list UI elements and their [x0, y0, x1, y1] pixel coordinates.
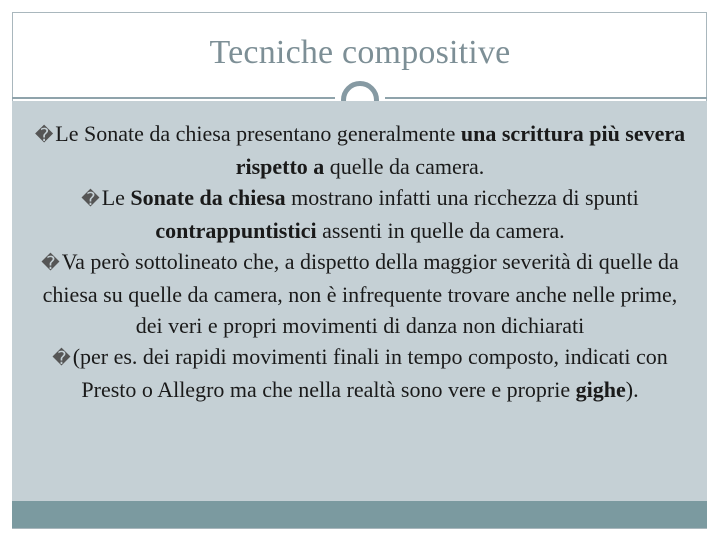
- bullet-icon: �: [81, 189, 100, 210]
- text-run: Le: [101, 185, 131, 210]
- slide-title: Tecniche compositive: [209, 34, 511, 71]
- bold-text: una scrittura più severa rispetto a: [235, 121, 686, 179]
- text-run: assenti in quelle da camera.: [316, 218, 565, 243]
- text-run: mostrano infatti una ricchezza di spunti: [285, 185, 639, 210]
- bold-text: Sonate da chiesa: [130, 185, 286, 210]
- footer-bar: [12, 501, 707, 528]
- text-run: quelle da camera.: [324, 154, 485, 179]
- bold-text: contrappuntistici: [155, 218, 317, 243]
- slide-body: [30, 118, 690, 405]
- text-run: Le Sonate da chiesa presentano generalmente: [55, 121, 461, 146]
- bullet-icon: �: [34, 125, 54, 146]
- text-run: Va però sottolineato che, a dispetto della maggior severità di quelle da chiesa su quelle da camera, non è infrequente trovare anche nelle prime, dei veri e propri movimenti di danza non dichiarati: [42, 249, 679, 338]
- paragraph: [30, 118, 690, 182]
- text-run: (per es. dei rapidi movimenti finali in tempo composto, indicati con Presto o Allegro ma che nella realtà sono vere e proprie: [72, 344, 668, 402]
- bullet-icon: �: [41, 253, 60, 274]
- bold-text: gighe: [575, 377, 626, 402]
- paragraph: [30, 341, 690, 405]
- bullet-icon: �: [52, 348, 71, 369]
- paragraph: [30, 182, 690, 246]
- text-run: ).: [625, 377, 639, 402]
- paragraph: [30, 246, 690, 341]
